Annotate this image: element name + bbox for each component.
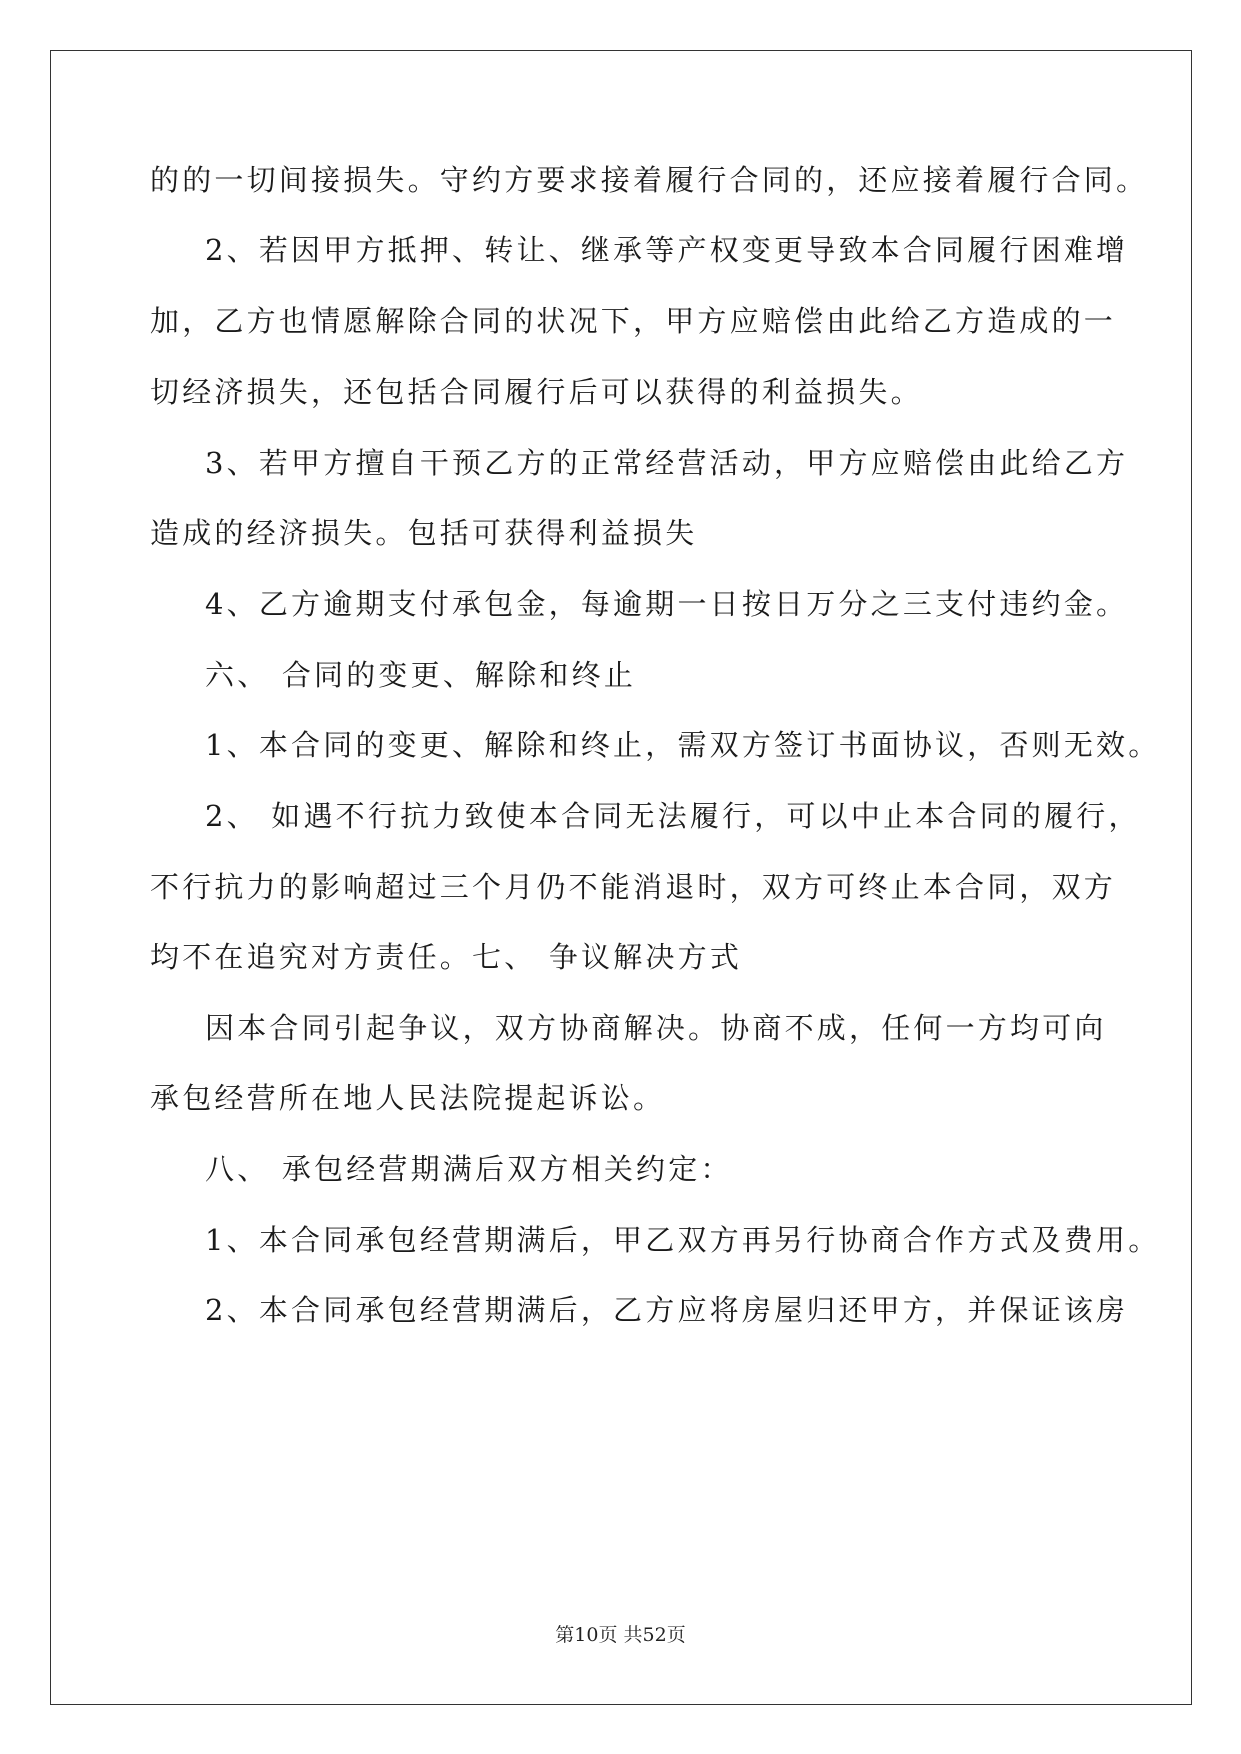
text-line: 造成的经济损失。包括可获得利益损失: [150, 516, 698, 550]
text-line: 2、本合同承包经营期满后，乙方应将房屋归还甲方，并保证该房: [205, 1293, 1129, 1327]
text-line: 不行抗力的影响超过三个月仍不能消退时，双方可终止本合同，双方: [150, 870, 1117, 904]
text-line: 3、若甲方擅自干预乙方的正常经营活动，甲方应赔偿由此给乙方: [205, 446, 1129, 480]
text-line: 1、本合同的变更、解除和终止，需双方签订书面协议，否则无效。: [205, 728, 1161, 762]
section-heading: 六、 合同的变更、解除和终止: [205, 658, 637, 692]
page-number: 第10页 共52页: [555, 1624, 686, 1646]
text-line: 加，乙方也情愿解除合同的状况下，甲方应赔偿由此给乙方造成的一: [150, 304, 1117, 338]
text-line: 因本合同引起争议，双方协商解决。协商不成，任何一方均可向: [205, 1011, 1107, 1045]
text-line: 的的一切间接损失。守约方要求接着履行合同的，还应接着履行合同。: [150, 163, 1149, 197]
text-line: 均不在追究对方责任。七、 争议解决方式: [150, 940, 743, 974]
text-line: 2、 如遇不行抗力致使本合同无法履行，可以中止本合同的履行，: [205, 799, 1141, 833]
text-line: 承包经营所在地人民法院提起诉讼。: [150, 1081, 666, 1115]
text-line: 切经济损失，还包括合同履行后可以获得的利益损失。: [150, 375, 923, 409]
text-line: 4、乙方逾期支付承包金，每逾期一日按日万分之三支付违约金。: [205, 587, 1129, 621]
text-line: 1、本合同承包经营期满后，甲乙双方再另行协商合作方式及费用。: [205, 1223, 1161, 1257]
text-line: 2、若因甲方抵押、转让、继承等产权变更导致本合同履行困难增: [205, 233, 1129, 267]
section-heading: 八、 承包经营期满后双方相关约定：: [205, 1152, 733, 1186]
